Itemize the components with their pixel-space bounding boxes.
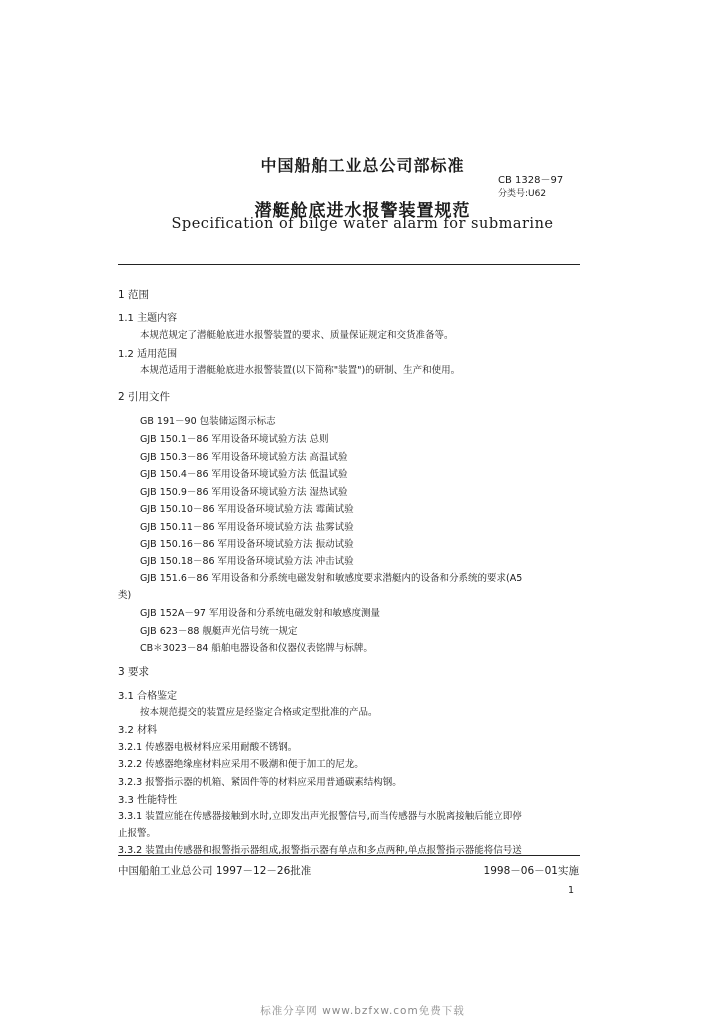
reference-item: GJB 151.6－86 军用设备和分系统电磁发射和敏感度要求潜艇内的设备和分系统的要求(A5	[140, 573, 523, 584]
section-1-1-heading: 1.1 主题内容	[118, 313, 178, 324]
implementation-date: 1998－06－01实施	[483, 865, 579, 877]
reference-item: GJB 150.11－86 军用设备环境试验方法 盐雾试验	[140, 522, 354, 533]
organization-heading: 中国船舶工业总公司部标准	[260, 156, 465, 175]
reference-item: GJB 150.4－86 军用设备环境试验方法 低温试验	[140, 469, 348, 480]
section-3-3-heading: 3.3 性能特性	[118, 795, 178, 806]
section-3-heading: 3 要求	[118, 666, 150, 678]
reference-item: GJB 623－88 舰艇声光信号统一规定	[140, 626, 298, 637]
section-1-1-text: 本规范规定了潜艇舱底进水报警装置的要求、质量保证规定和交货准备等。	[140, 330, 454, 341]
section-3-2-1: 3.2.1 传感器电极材料应采用耐酸不锈钢。	[118, 742, 298, 753]
section-1-2-heading: 1.2 适用范围	[118, 349, 178, 360]
reference-item: GJB 150.9－86 军用设备环境试验方法 湿热试验	[140, 487, 348, 498]
reference-item: GJB 150.3－86 军用设备环境试验方法 高温试验	[140, 452, 348, 463]
section-3-3-1-line2: 止报警。	[118, 828, 157, 839]
reference-item-continuation: 类)	[118, 590, 132, 601]
section-3-2-2: 3.2.2 传感器绝缘座材料应采用不吸潮和便于加工的尼龙。	[118, 759, 364, 770]
reference-item: GB 191－90 包装储运图示标志	[140, 416, 276, 427]
section-3-3-2: 3.3.2 装置由传感器和报警指示器组成,报警指示器有单点和多点两种,单点报警指示器能将信号送	[118, 845, 522, 856]
section-2-heading: 2 引用文件	[118, 391, 171, 403]
section-3-2-3: 3.2.3 报警指示器的机箱、紧固件等的材料应采用普通碳素结构钢。	[118, 777, 402, 788]
footer-rule	[118, 855, 580, 856]
reference-item: GJB 150.10－86 军用设备环境试验方法 霉菌试验	[140, 504, 354, 515]
page-number: 1	[568, 885, 575, 896]
approval-line: 中国船舶工业总公司 1997－12－26批准	[118, 865, 312, 877]
reference-item: GJB 150.16－86 军用设备环境试验方法 振动试验	[140, 539, 354, 550]
classification-number: 分类号:U62	[498, 189, 547, 199]
section-1-2-text: 本规范适用于潜艇舱底进水报警装置(以下简称"装置")的研制、生产和使用。	[140, 365, 461, 376]
watermark: 标准分享网 www.bzfxw.com免费下载	[260, 1005, 465, 1017]
header-rule	[118, 264, 580, 265]
reference-item: CB＊3023－84 船舶电器设备和仪器仪表铭牌与标牌。	[140, 643, 373, 654]
section-3-1-heading: 3.1 合格鉴定	[118, 691, 178, 702]
title-chinese: 潜艇舱底进水报警装置规范	[254, 201, 471, 221]
title-english: Specification of bilge water alarm for submarine	[171, 216, 554, 232]
reference-item: GJB 150.18－86 军用设备环境试验方法 冲击试验	[140, 556, 354, 567]
standard-code: CB 1328－97	[498, 175, 564, 186]
section-3-2-heading: 3.2 材料	[118, 725, 158, 736]
section-1-heading: 1 范围	[118, 289, 150, 301]
reference-item: GJB 152A－97 军用设备和分系统电磁发射和敏感度测量	[140, 608, 380, 619]
section-3-1-text: 按本规范提交的装置应是经鉴定合格或定型批准的产品。	[140, 707, 378, 718]
reference-item: GJB 150.1－86 军用设备环境试验方法 总则	[140, 434, 329, 445]
section-3-3-1-line1: 3.3.1 装置应能在传感器接触到水时,立即发出声光报警信号,而当传感器与水脱离接触后能立即停	[118, 811, 522, 822]
